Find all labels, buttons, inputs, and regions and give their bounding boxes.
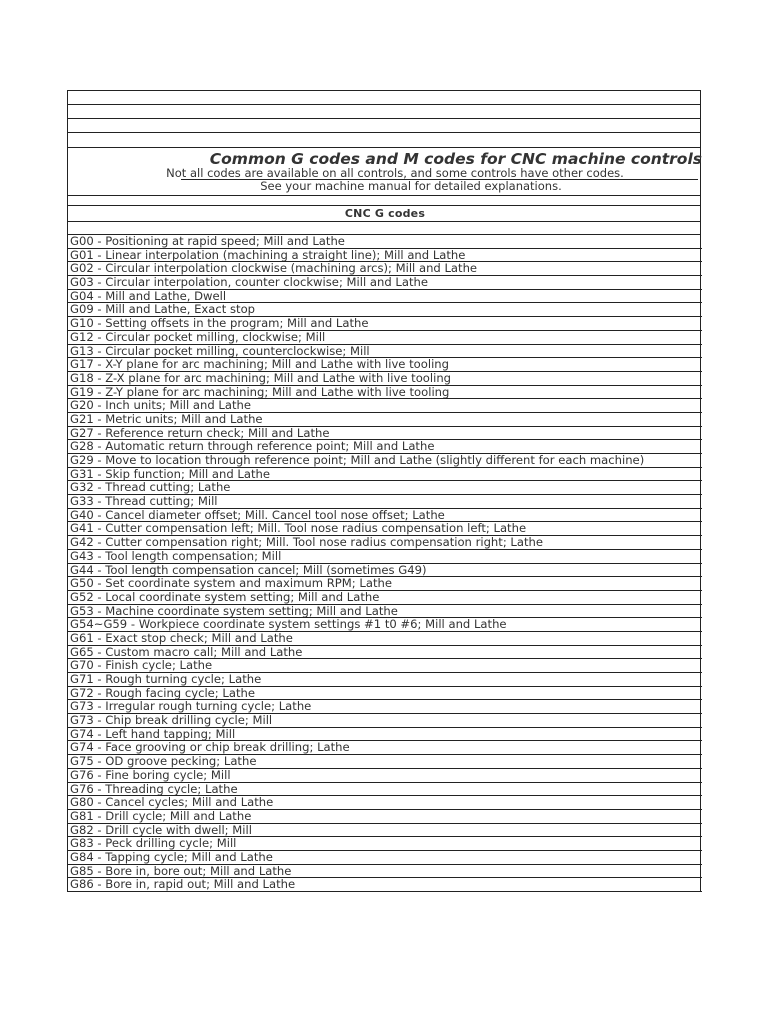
g-code-row: G28 - Automatic return through reference point; Mill and Lathe bbox=[68, 440, 702, 454]
g-code-row: G40 - Cancel diameter offset; Mill. Cancel tool nose offset; Lathe bbox=[68, 509, 702, 523]
g-code-row: G74 - Left hand tapping; Mill bbox=[68, 728, 702, 742]
g-code-row: G76 - Fine boring cycle; Mill bbox=[68, 769, 702, 783]
g-code-row: G83 - Peck drilling cycle; Mill bbox=[68, 837, 702, 851]
row-divider bbox=[68, 118, 700, 119]
g-code-row: G00 - Positioning at rapid speed; Mill and Lathe bbox=[68, 235, 702, 249]
g-code-row: G65 - Custom macro call; Mill and Lathe bbox=[68, 646, 702, 660]
row-divider bbox=[68, 132, 700, 133]
g-code-list bbox=[68, 235, 702, 892]
g-code-row: G33 - Thread cutting; Mill bbox=[68, 495, 702, 509]
g-code-row: G86 - Bore in, rapid out; Mill and Lathe bbox=[68, 878, 702, 892]
g-code-row: G81 - Drill cycle; Mill and Lathe bbox=[68, 810, 702, 824]
g-code-row: G04 - Mill and Lathe, Dwell bbox=[68, 290, 702, 304]
note-manual: See your machine manual for detailed explanations. bbox=[260, 179, 562, 193]
row-divider bbox=[68, 221, 700, 222]
g-code-row: G31 - Skip function; Mill and Lathe bbox=[68, 468, 702, 482]
page-title: Common G codes and M codes for CNC machine controls bbox=[209, 150, 702, 168]
g-code-row: G27 - Reference return check; Mill and Lathe bbox=[68, 427, 702, 441]
g-code-row: G43 - Tool length compensation; Mill bbox=[68, 550, 702, 564]
g-code-row: G73 - Chip break drilling cycle; Mill bbox=[68, 714, 702, 728]
g-code-row: G13 - Circular pocket milling, counterclockwise; Mill bbox=[68, 345, 702, 359]
g-code-row: G01 - Linear interpolation (machining a straight line); Mill and Lathe bbox=[68, 249, 702, 263]
row-divider bbox=[68, 104, 700, 105]
g-code-row: G61 - Exact stop check; Mill and Lathe bbox=[68, 632, 702, 646]
g-code-row: G54~G59 - Workpiece coordinate system settings #1 t0 #6; Mill and Lathe bbox=[68, 618, 702, 632]
g-code-row: G75 - OD groove pecking; Lathe bbox=[68, 755, 702, 769]
g-code-row: G20 - Inch units; Mill and Lathe bbox=[68, 399, 702, 413]
g-code-row: G85 - Bore in, bore out; Mill and Lathe bbox=[68, 865, 702, 879]
g-code-row: G70 - Finish cycle; Lathe bbox=[68, 659, 702, 673]
g-code-row: G72 - Rough facing cycle; Lathe bbox=[68, 687, 702, 701]
row-divider bbox=[68, 205, 700, 206]
g-code-row: G21 - Metric units; Mill and Lathe bbox=[68, 413, 702, 427]
g-code-row: G29 - Move to location through reference point; Mill and Lathe (slightly different for each machine) bbox=[68, 454, 702, 468]
g-code-row: G18 - Z-X plane for arc machining; Mill and Lathe with live tooling bbox=[68, 372, 702, 386]
g-code-row: G52 - Local coordinate system setting; Mill and Lathe bbox=[68, 591, 702, 605]
spreadsheet-page bbox=[67, 90, 701, 892]
g-code-row: G80 - Cancel cycles; Mill and Lathe bbox=[68, 796, 702, 810]
g-code-row: G42 - Cutter compensation right; Mill. Tool nose radius compensation right; Lathe bbox=[68, 536, 702, 550]
g-code-row: G53 - Machine coordinate system setting; Mill and Lathe bbox=[68, 605, 702, 619]
g-code-row: G44 - Tool length compensation cancel; Mill (sometimes G49) bbox=[68, 564, 702, 578]
g-code-row: G84 - Tapping cycle; Mill and Lathe bbox=[68, 851, 702, 865]
g-code-row: G09 - Mill and Lathe, Exact stop bbox=[68, 303, 702, 317]
row-divider bbox=[68, 195, 700, 196]
g-code-row: G71 - Rough turning cycle; Lathe bbox=[68, 673, 702, 687]
row-divider bbox=[68, 147, 700, 148]
g-code-row: G74 - Face grooving or chip break drilling; Lathe bbox=[68, 741, 702, 755]
g-code-row: G02 - Circular interpolation clockwise (machining arcs); Mill and Lathe bbox=[68, 262, 702, 276]
g-code-row: G41 - Cutter compensation left; Mill. Tool nose radius compensation left; Lathe bbox=[68, 522, 702, 536]
g-code-row: G19 - Z-Y plane for arc machining; Mill and Lathe with live tooling bbox=[68, 386, 702, 400]
g-code-row: G17 - X-Y plane for arc machining; Mill and Lathe with live tooling bbox=[68, 358, 702, 372]
g-code-row: G76 - Threading cycle; Lathe bbox=[68, 783, 702, 797]
g-code-row: G73 - Irregular rough turning cycle; Lathe bbox=[68, 700, 702, 714]
g-code-row: G32 - Thread cutting; Lathe bbox=[68, 481, 702, 495]
g-code-row: G50 - Set coordinate system and maximum RPM; Lathe bbox=[68, 577, 702, 591]
section-heading-g-codes: CNC G codes bbox=[344, 207, 426, 220]
g-code-row: G12 - Circular pocket milling, clockwise; Mill bbox=[68, 331, 702, 345]
g-code-row: G10 - Setting offsets in the program; Mill and Lathe bbox=[68, 317, 702, 331]
g-code-row: G03 - Circular interpolation, counter clockwise; Mill and Lathe bbox=[68, 276, 702, 290]
note-availability: Not all codes are available on all controls, and some controls have other codes. bbox=[166, 166, 624, 180]
g-code-row: G82 - Drill cycle with dwell; Mill bbox=[68, 824, 702, 838]
